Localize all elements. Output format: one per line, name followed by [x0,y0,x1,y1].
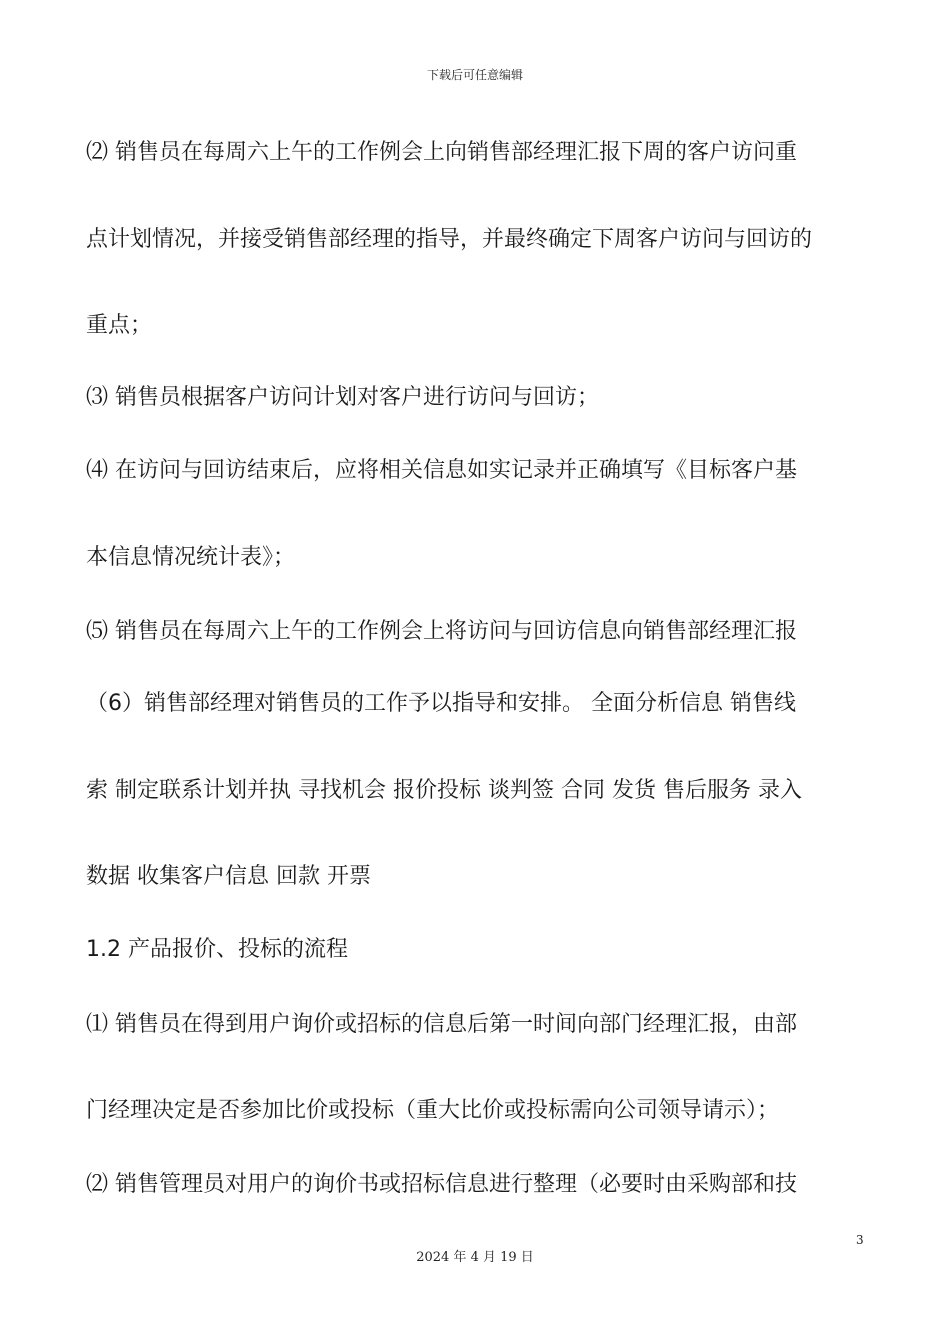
body-line: 点计划情况，并接受销售部经理的指导，并最终确定下周客户访问与回访的 [86,227,813,252]
body-line: ⑵ 销售员在每周六上午的工作例会上向销售部经理汇报下周的客户访问重 [86,140,797,165]
page-header: 下载后可任意编辑 [426,68,523,82]
body-line: ⑷ 在访问与回访结束后，应将相关信息如实记录并正确填写《目标客户基 [86,458,797,483]
body-line: ⑵ 销售管理员对用户的询价书或招标信息进行整理（必要时由采购部和技 [86,1172,797,1197]
body-line: ⑶ 销售员根据客户访问计划对客户进行访问与回访； [86,385,599,410]
body-line: 重点； [86,313,153,338]
body-line: ⑴ 销售员在得到用户询价或招标的信息后第一时间向部门经理汇报，由部 [86,1012,797,1037]
body-line: 本信息情况统计表》； [86,545,296,570]
section-heading: 1.2 产品报价、投标的流程 [86,937,348,962]
page-footer-date: 2024 年 4 月 19 日 [416,1250,534,1265]
body-line: ⑸ 销售员在每周六上午的工作例会上将访问与回访信息向销售部经理汇报 [86,619,797,644]
page-number: 3 [856,1233,864,1247]
body-line: 门经理决定是否参加比价或投标（重大比价或投标需向公司领导请示）； [86,1098,780,1123]
body-line: （6）销售部经理对销售员的工作予以指导和安排。 全面分析信息 销售线 [86,691,796,716]
body-line: 数据 收集客户信息 回款 开票 [86,864,371,889]
body-line: 索 制定联系计划并执 寻找机会 报价投标 谈判签 合同 发货 售后服务 录入 [86,778,802,803]
